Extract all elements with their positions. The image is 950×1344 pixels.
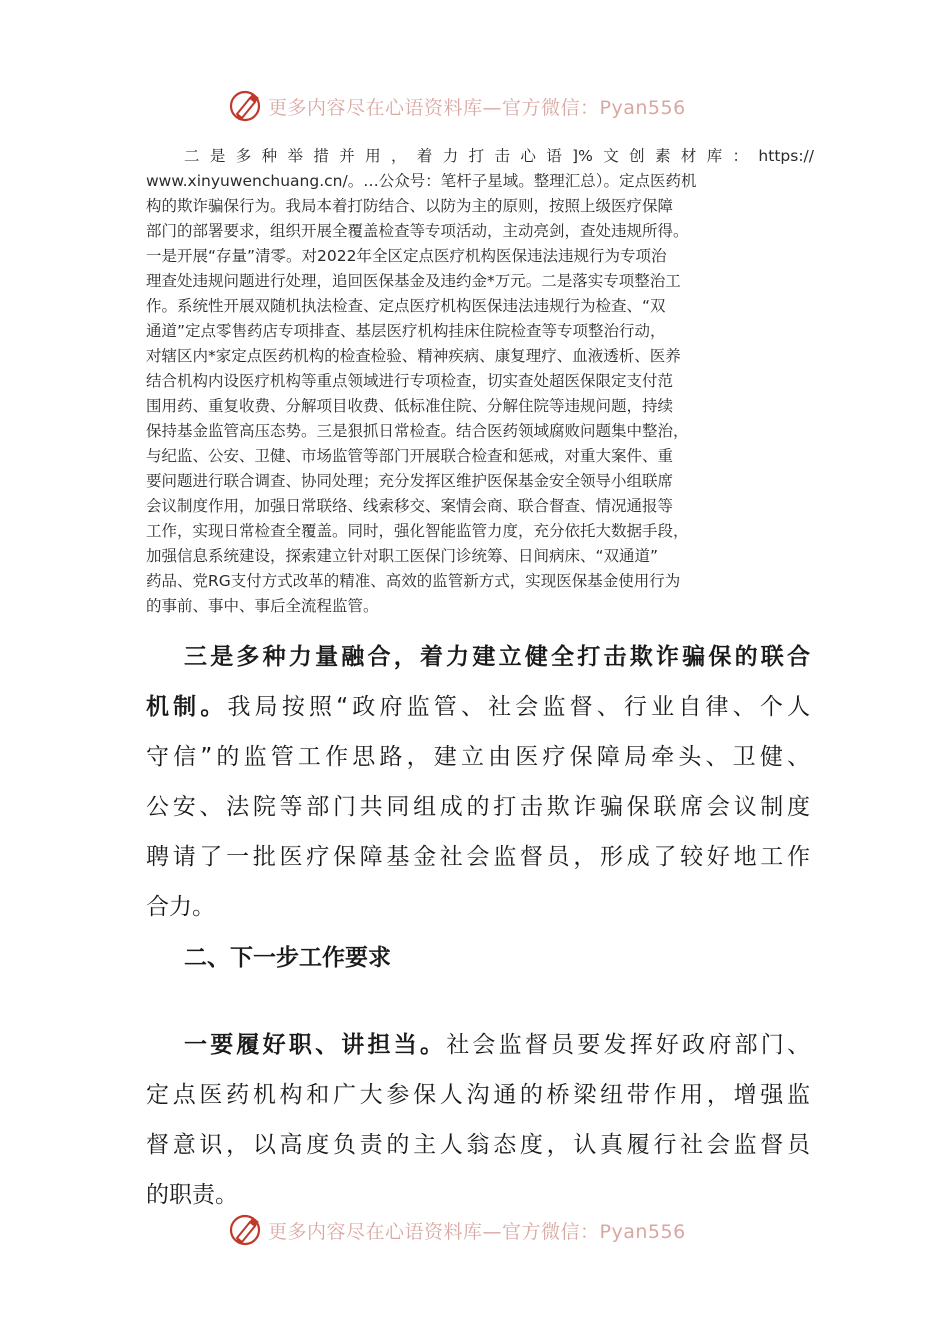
text-line-rest: 社会监督员要发挥好政府部门、 — [446, 1032, 811, 1058]
text-line: 加强信息系统建设，探索建立针对职工医保门诊统筹、日间病床、“双通道” — [146, 547, 659, 565]
text-line: 二是多种举措并用，着力打击心语]%文创素材库：https:// — [184, 147, 814, 165]
text-line: 对辖区内*家定点医药机构的检查检验、精神疾病、康复理疗、血液透析、医养 — [146, 347, 681, 365]
pen-nib-logo-icon — [228, 1212, 264, 1248]
text-line: 要问题进行联合调查、协同处理；充分发挥区维护医保基金安全领导小组联席 — [146, 472, 674, 490]
text-line: 通道”定点零售药店专项排查、基层医疗机构挂床住院检查等专项整治行动， — [146, 322, 666, 340]
text-line: 药品、党RG支付方式改革的精准、高效的监管新方式，实现医保基金使用行为 — [146, 572, 681, 590]
text-line — [146, 1020, 810, 1070]
text-line: 工作，实现日常检查全覆盖。同时，强化智能监管力度，充分依托大数据手段， — [146, 522, 689, 540]
text-line: 会议制度作用，加强日常联络、线索移交、案情会商、联合督查、情况通报等 — [146, 497, 674, 515]
text-line: 构的欺诈骗保行为。我局本着打防结合、以防为主的原则，按照上级医疗保障 — [146, 197, 674, 215]
text-line: 一是开展“存量”清零。对2022年全区定点医疗机构医保违法违规行为专项治 — [146, 247, 667, 265]
paragraph-measures — [146, 144, 814, 619]
text-line-rest: 我局按照“政府监管、社会监督、行业自律、个人 — [227, 694, 810, 720]
text-line: 的职责。 — [146, 1182, 238, 1208]
banner-text: 更多内容尽在心语资料库—官方微信：Pyan556 — [268, 96, 686, 119]
text-line: www.xinyuwenchuang.cn/。…公众号：笔杆子星域。整理汇总）。定点医药机 — [146, 172, 697, 190]
text-line: 与纪监、公安、卫健、市场监管等部门开展联合检查和惩戒，对重大案件、重 — [146, 447, 674, 465]
paragraph-lead-bold: 一要履好职、讲担当。 — [184, 1032, 447, 1058]
section-heading-text: 二、下一步工作要求 — [184, 945, 391, 971]
text-line: 理查处违规问题进行处理，追回医保基金及违约金*万元。二是落实专项整治工 — [146, 272, 681, 290]
text-line: 守信”的监管工作思路，建立由医疗保障局牵头、卫健、 — [146, 744, 810, 770]
text-line: 部门的部署要求，组织开展全覆盖检查等专项活动，主动亮剑，查处违规所得。 — [146, 222, 689, 240]
text-line: 定点医药机构和广大参保人沟通的桥梁纽带作用，增强监 — [146, 1082, 810, 1108]
header-banner — [228, 86, 728, 126]
text-line: 结合机构内设医疗机构等重点领域进行专项检查，切实查处超医保限定支付范 — [146, 372, 674, 390]
banner-text: 更多内容尽在心语资料库—官方微信：Pyan556 — [268, 1220, 686, 1243]
paragraph-joint-mechanism — [146, 632, 810, 932]
text-line: 督意识，以高度负责的主人翁态度，认真履行社会监督员 — [146, 1132, 810, 1158]
footer-banner — [228, 1210, 728, 1250]
text-line: 保持基金监管高压态势。三是狠抓日常检查。结合医药领域腐败问题集中整治， — [146, 422, 689, 440]
text-line — [146, 682, 810, 732]
section-heading — [146, 938, 810, 978]
text-line: 的事前、事中、事后全流程监管。 — [146, 597, 379, 615]
text-line: 作。系统性开展双随机执法检查、定点医疗机构医保违法违规行为检查、“双 — [146, 297, 666, 315]
paragraph-duty — [146, 1020, 810, 1220]
text-line: 合力。 — [146, 894, 215, 920]
pen-nib-logo-icon — [228, 88, 264, 124]
text-line: 公安、法院等部门共同组成的打击欺诈骗保联席会议制度 — [146, 794, 810, 820]
text-line: 围用药、重复收费、分解项目收费、低标准住院、分解住院等违规问题，持续 — [146, 397, 674, 415]
paragraph-lead-bold: 机制。 — [146, 694, 228, 720]
text-line: 聘请了一批医疗保障基金社会监督员，形成了较好地工作 — [146, 844, 810, 870]
paragraph-lead-bold: 三是多种力量融合，着力建立健全打击欺诈骗保的联合 — [184, 644, 810, 670]
